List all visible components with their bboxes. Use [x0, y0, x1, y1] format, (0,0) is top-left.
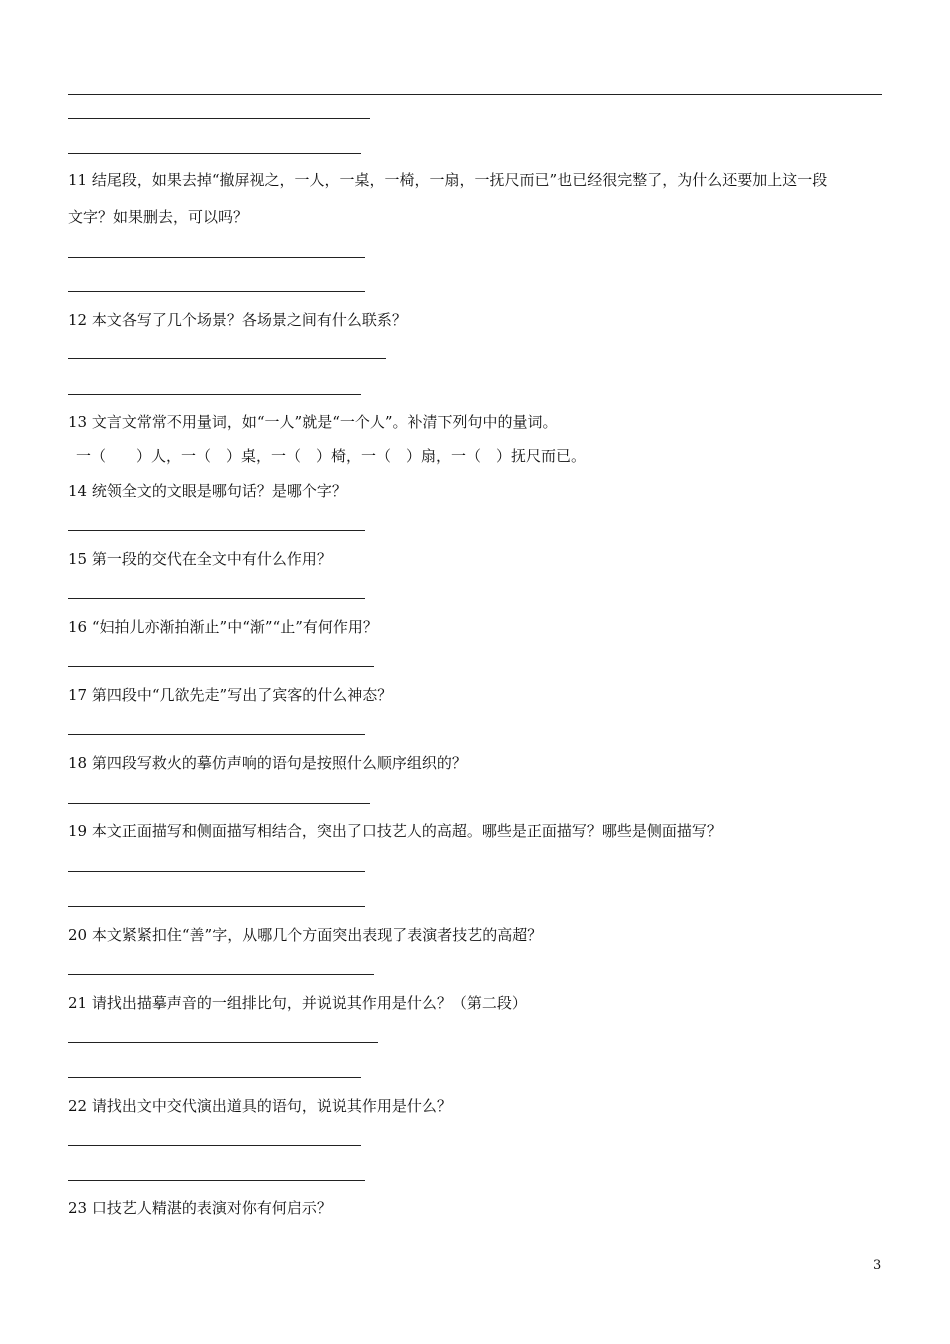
question-11-line-2: 文字？如果删去，可以吗？ [68, 208, 249, 226]
answer-line[interactable] [68, 906, 365, 907]
answer-line[interactable] [68, 974, 374, 975]
answer-line[interactable] [68, 1077, 361, 1078]
question-15: 15 第一段的交代在全文中有什么作用？ [68, 550, 332, 568]
answer-line[interactable] [68, 666, 374, 667]
top-rule [68, 94, 882, 95]
question-13: 13 文言文常常不用量词，如“一人”就是“一个人”。补清下列句中的量词。 [68, 413, 558, 431]
question-14: 14 统领全文的文眼是哪句话？是哪个字？ [68, 482, 347, 500]
question-23: 23 口技艺人精湛的表演对你有何启示？ [68, 1199, 332, 1217]
question-19: 19 本文正面描写和侧面描写相结合，突出了口技艺人的高超。哪些是正面描写？哪些是侧面描写？ [68, 822, 722, 840]
page-number: 3 [873, 1258, 882, 1273]
answer-line[interactable] [68, 871, 365, 872]
answer-line[interactable] [68, 394, 361, 395]
question-21: 21 请找出描摹声音的一组排比句，并说说其作用是什么？（第二段） [68, 994, 527, 1012]
answer-line[interactable] [68, 291, 365, 292]
question-12: 12 本文各写了几个场景？各场景之间有什么联系？ [68, 311, 407, 329]
answer-line[interactable] [68, 803, 370, 804]
question-17: 17 第四段中“几欲先走”写出了宾客的什么神态？ [68, 686, 393, 704]
question-16: 16 “妇拍儿亦渐拍渐止”中“渐”“止”有何作用？ [68, 618, 378, 636]
answer-line[interactable] [68, 358, 386, 359]
answer-line[interactable] [68, 1180, 365, 1181]
question-22: 22 请找出文中交代演出道具的语句，说说其作用是什么？ [68, 1097, 452, 1115]
question-18: 18 第四段写救火的摹仿声响的语句是按照什么顺序组织的？ [68, 754, 467, 772]
question-11-line-1: 11 结尾段，如果去掉“撤屏视之，一人，一桌，一椅，一扇，一抚尺而已”也已经很完整了，为什么还要加上这一段 [68, 171, 828, 189]
answer-line[interactable] [68, 734, 365, 735]
answer-line[interactable] [68, 1042, 378, 1043]
answer-line[interactable] [68, 598, 365, 599]
answer-line[interactable] [68, 530, 365, 531]
answer-line[interactable] [68, 1145, 361, 1146]
question-20: 20 本文紧紧扣住“善”字，从哪几个方面突出表现了表演者技艺的高超？ [68, 926, 543, 944]
question-13-fill-blanks: 一（ ）人，一（ ）桌，一（ ）椅，一（ ）扇，一（ ）抚尺而已。 [76, 447, 587, 465]
answer-line[interactable] [68, 153, 361, 154]
answer-line[interactable] [68, 118, 370, 119]
answer-line[interactable] [68, 257, 365, 258]
